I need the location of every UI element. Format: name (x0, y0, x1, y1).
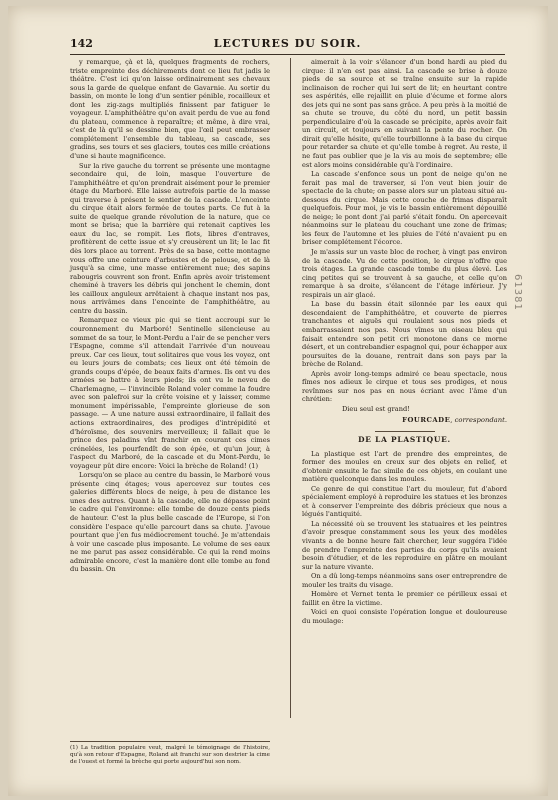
left-column (70, 58, 270, 575)
section-title: DE LA PLASTIQUE. (358, 434, 451, 444)
right-paragraph: aimerait à la voir s'élancer d'un bond hardi au pied du cirque: il n'en est pas ainsi. La cascade se brise à douze pieds de sa source et se traîne ensuite sur la rapide inclinaison de rocher qui lui sert de lit; en heurtant contre ses aspérités, elle rejaillit en pluie d'écume et forme alors des jets qui ne sont pas sans grâce. A peu près à la moitié de sa chute se trouve, du côté du nord, un petit bassin perpendiculaire d'où la cascade se précipite, après avoir fait un circuit, et toujours en suivant la pente du rocher. On dirait qu'elle hésite, qu'elle tourbillonne à la base du cirque pour retarder sa chute et qu'elle tombe à regret. Au reste, il ne faut pas oublier que je la vis au mois de septembre; elle est alors moins considérable qu'à l'ordinaire. (302, 58, 507, 169)
section-paragraph: La plastique est l'art de prendre des empreintes, de former des moules en creux sur des objets en relief, et d'obtenir ensuite le fac simile de ces objets, en coulant une matière quelconque dans les moules. (302, 449, 507, 484)
section-paragraph: On a dû long-temps néanmoins sans oser entreprendre de mouler les traits du visage. (302, 572, 507, 589)
right-paragraph: Après avoir long-temps admiré ce beau spectacle, nous fîmes nos adieux le cirque et tous ses prodiges, et nous revînmes sur nos pas en nous écriant avec l'âme d'un chrétien: (302, 369, 507, 404)
section-paragraph: La nécessité où se trouvent les statuaires et les peintres d'avoir presque constamment sous les yeux des modèles vivants a de bonne heure fait chercher, leur suggéra l'idée de prendre l'empreinte des parties du corps qu'ils avaient besoin d'étudier, et de les reproduire en plâtre en moulant sur la nature vivante. (302, 519, 507, 571)
page-title: LECTURES DU SOIR. (213, 37, 362, 50)
right-column (302, 58, 507, 626)
newspaper-page (8, 6, 548, 796)
left-paragraph: Sur la rive gauche du torrent se présente une montagne secondaire qui, de loin, masque l'ouverture de l'amphithéâtre et qu'on prendrait aisément pour le premier étage du Marboré. Elle laisse autrefois partie de la masse qui traverse à présent le sentier de la cascade. L'enceinte du cirque était alors fermée de toutes parts. Ce fut à la suite de quelque grande révolution de la nature, que ce mont se brisa; que la barrière qui retenait captives les eaux du lac, se rompit. Les flots, libres d'entraves, profitèrent de cette issue et s'y creusèrent un lit; le lac fit dès lors place au torrent. Près de sa base, cette montagne vous offre une ceinture d'arbustes et de pelouse, et de là jusqu'à sa cime, une masse entièrement nue; des sapins rabougris couvrent son front. Enfin après avoir tristement cheminé à travers les débris qui jonchent le chemin, dont les cailloux anguleux arrêtaient à chaque instant nos pas, nous arrivâmes dans l'enceinte de l'amphithéâtre, au centre du bassin. (70, 161, 270, 315)
section-paragraph: Homère et Vernet tenta le premier ce périlleux essai et faillit en être la victime. (302, 590, 507, 607)
section-paragraph: Ce genre de qui constitue l'art du mouleur, fut d'abord spécialement employé à reproduire les statues et les bronzes et à conserver l'empreinte des débris précieux que nous a légués l'antiquité. (302, 484, 507, 519)
left-paragraph: Remarquez ce vieux pic qui se tient accroupi sur le couronnement du Marboré! Sentinelle silencieuse au sommet de sa tour, le Mont-Perdu a l'air de se pencher vers l'Espagne, comme s'il attendait l'arrivée d'un nouveau preux. Car ces lieux, tout solitaires que vous les voyez, ont eu leurs jours de combats; ces lieux ont été témoin de grands coups d'épée, de beaux faits d'armes. Ils ont vu des armées se battre à leurs pieds; ils ont vu le neveu de Charlemagne, — l'invincible Roland voler comme la foudre avec son palefroi sur la crête voisine et y laisser, comme monument impérissable, l'empreinte glorieuse de son passage. — A une nature aussi extraordinaire, il fallait des actions extraordinaires, des prodiges d'intrépidité et d'héroïsme, des souvenirs merveilleux; il fallait que le prince des paladins vînt franchir en courant ces cimes crénelées, les pourfendît de son épée, et qu'un jour, à l'aspect du Marboré, de la cascade et du Mont-Perdu, le voyageur pût dire encore: Voici la brèche de Roland! (1) (70, 316, 270, 470)
column-divider (290, 58, 291, 718)
signature-author: FOURCADE (402, 416, 451, 425)
footnote: (1) La tradition populaire veut, malgré le témoignage de l'histoire, qu'à son retour d'Espagne, Roland ait franchi sur son destrier la cime de l'ouest et formé la brèche qui porte aujourd'hui son nom. (70, 741, 270, 765)
right-paragraph: La cascade s'enfonce sous un pont de neige qu'on ne ferait pas mal de traverser, si l'on veut bien jouir de spectacle de la chute; on passe alors sur un plateau situé au-dessous du cirque. Mais cette couche de frimas disparaît quelquefois. Pour moi, je vis le bassin entièrement dépouillé de neige; le pont dont j'ai parlé s'était fondu. On apercevait néanmoins sur le plateau du couchant une zone de frimas; les feux de l'automne et les pluies de l'été n'avaient pu en briser complétement l'écorce. (302, 170, 507, 247)
right-paragraph: Dieu seul est grand! (342, 404, 410, 413)
margin-stamp: 61381 (512, 274, 523, 311)
article-signature: FOURCADE, correspondant. (402, 416, 507, 425)
signature-role: correspondant. (454, 416, 507, 425)
section-rule (375, 431, 435, 432)
section-paragraph: Voici en quoi consiste l'opération longue et douloureuse du moulage: (302, 608, 507, 625)
left-paragraph: y remarque, çà et là, quelques fragments de rochers, triste empreinte des déchirements dont ce lieu fut jadis le théâtre. C'est ici qu'on laisse ordinairement ses chevaux sous la garde de quelque enfant de Gavarnie. Au sortir du bassin, on monte le long d'un sentier pénible, rocailleux et dont les zig-zags multipliés finissent par fatiguer le voyageur. L'amphithéâtre qu'on avait perdu de vue au fond du plateau, commence à reparaître; et même, à dire vrai, c'est de là qu'il se dessine bien, que l'œil peut embrasser complétement l'ensemble du tableau, sa cascade, ses gradins, ses tours et ses glaciers, toutes ces mille créations d'une si haute magnificence. (70, 58, 270, 161)
page-number: 142 (70, 37, 93, 50)
right-paragraph: La base du bassin était silonnée par les eaux qui descendaient de l'amphithéâtre, et couverte de pierres tranchantes et aiguës qui roulaient sous nos pieds et embarrassaient nos pas. Nous vîmes un oiseau bleu qui faisait entendre son petit cri monotone dans ce morne désert, et un contrebandier espagnol qui, pour échapper aux poursuites de la douane, rentrait dans son pays par la brèche de Roland. (302, 300, 507, 369)
left-paragraph: Lorsqu'on se place au centre du bassin, le Marboré vous présente cinq étages; vous apercevez sur toutes ces galeries différents blocs de neige, à peu de distance les unes des autres. Quant à la cascade, elle ne dépasse point le cadre qui l'environne: elle tombe de douze cents pieds de hauteur. C'est la plus belle cascade de l'Europe, si l'on considère l'espace qu'elle parcourt dans sa chute. J'avoue pourtant que j'en fus médiocrement touché. Je m'attendais à voir une cascade plus imposante. Le volume de ses eaux ne me parut pas assez considérable. Ce qui la rend moins admirable encore, c'est la manière dont elle tombe au fond du bassin. On (70, 471, 270, 574)
right-paragraph: Je m'assis sur un vaste bloc de rocher, à vingt pas environ de la cascade. Vu de cette position, le cirque n'offre que trois étages. La grande cascade tombe du plus élevé. Les cinq petites qui se trouvent à sa gauche, et celle qu'on remarque à sa droite, s'élancent de l'étage inférieur. J'y respirais un air glacé. (302, 248, 507, 299)
page-header (70, 36, 505, 55)
